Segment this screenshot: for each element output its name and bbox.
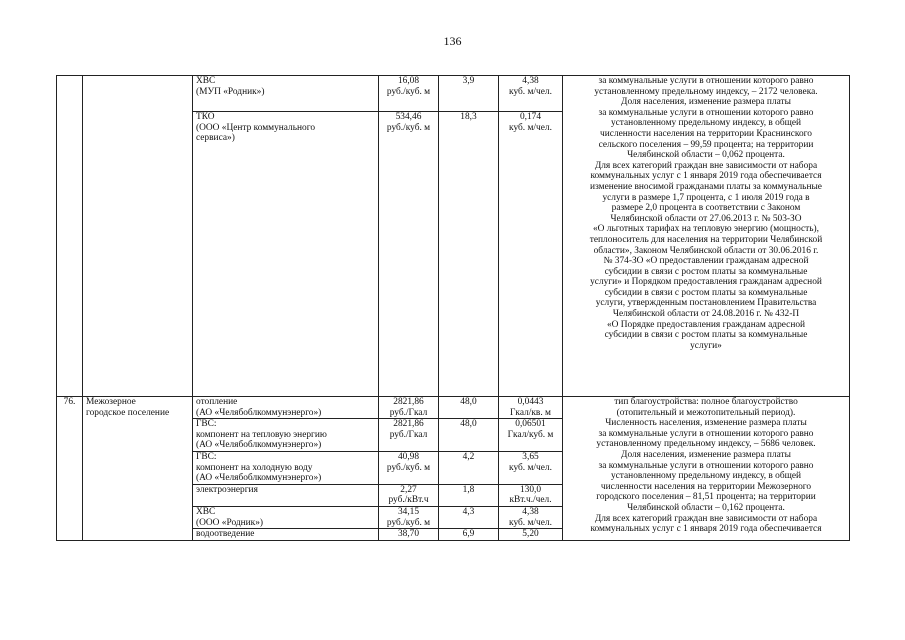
row-number-cell xyxy=(57,76,83,397)
percent-cell: 4,3 xyxy=(439,506,499,528)
percent-cell: 3,9 xyxy=(439,76,499,112)
percent-cell: 48,0 xyxy=(439,397,499,419)
tariff-cell: 38,70 xyxy=(379,529,439,541)
tariff-table xyxy=(56,75,850,541)
service-cell: отопление (АО «Челябоблкоммунэнерго») xyxy=(193,397,379,419)
description-cell: тип благоустройства: полное благоустройство (отопительный и межотопительный период). Численность населения, изменение размера платы за коммунальные услуги в отношении которого равно установленному предельному индексу, – 5686 человек. Доля населения, изменение размера платы за коммунальные услуги в отношении которого равно установленному предельному индексу, в общей численности населения на территории Межозерного городского поселения – 81,51 процента; на территории Челябинской области – 0,162 процента. Для всех категорий граждан вне зависимости от набора коммунальных услуг с 1 января 2019 года обеспечивается xyxy=(563,397,850,541)
service-cell: ГВС: компонент на холодную воду (АО «Челябоблкоммунэнерго») xyxy=(193,451,379,484)
tariff-cell: 2,27 руб./кВт.ч xyxy=(379,484,439,506)
percent-cell: 18,3 xyxy=(439,112,499,397)
percent-cell: 4,2 xyxy=(439,451,499,484)
standard-cell: 0,174 куб. м/чел. xyxy=(499,112,563,397)
tariff-cell: 16,08 руб./куб. м xyxy=(379,76,439,112)
table-row xyxy=(57,397,850,419)
standard-cell: 5,20 xyxy=(499,529,563,541)
row-number-cell: 76. xyxy=(57,397,83,541)
description-cell: за коммунальные услуги в отношении которого равно установленному предельному индексу, – 2172 человека. Доля населения, изменение размера платы за коммунальные услуги в отношении которого равно установленному предельному индексу, в общей численности населения на территории Краснинского сельского поселения – 99,59 процента; на территории Челябинской области – 0,062 процента. Для всех категорий граждан вне зависимости от набора коммунальных услуг с 1 января 2019 года обеспечивается изменение вносимой гражданами платы за коммунальные услуги в размере 1,7 процента, с 1 июля 2019 года в размере 2,0 процента в соответствии с Законом Челябинской области от 27.06.2013 г. № 503-ЗО «О льготных тарифах на тепловую энергию (мощность), теплоноситель для населения на территории Челябинской области», Законом Челябинской области от 30.06.2016 г. № 374-ЗО «О предоставлении гражданам адресной субсидии в связи с ростом платы за коммунальные услуги» и Порядком предоставления гражданам адресной субсидии в связи с ростом платы за коммунальные услуги, утвержденным постановлением Правительства Челябинской области от 24.08.2016 г. № 432-П «О Порядке предоставления гражданам адресной субсидии в связи с ростом платы за коммунальные услуги» xyxy=(563,76,850,397)
table-row xyxy=(57,76,850,112)
tariff-cell: 534,46 руб./куб. м xyxy=(379,112,439,397)
service-cell: ГВС: компонент на тепловую энергию (АО «Челябоблкоммунэнерго») xyxy=(193,419,379,452)
standard-cell: 4,38 куб. м/чел. xyxy=(499,76,563,112)
service-cell: электроэнергия xyxy=(193,484,379,506)
standard-cell: 3,65 куб. м/чел. xyxy=(499,451,563,484)
percent-cell: 1,8 xyxy=(439,484,499,506)
percent-cell: 6,9 xyxy=(439,529,499,541)
tariff-cell: 34,15 руб./куб. м xyxy=(379,506,439,528)
tariff-cell: 2821,86 руб./Гкал xyxy=(379,419,439,452)
service-cell: водоотведение xyxy=(193,529,379,541)
standard-cell: 0,0443 Гкал/кв. м xyxy=(499,397,563,419)
service-cell: ТКО (ООО «Центр коммунального сервиса») xyxy=(193,112,379,397)
standard-cell: 4,38 куб. м/чел. xyxy=(499,506,563,528)
percent-cell: 48,0 xyxy=(439,419,499,452)
standard-cell: 130,0 кВт.ч./чел. xyxy=(499,484,563,506)
municipality-cell: Межозерное городское поселение xyxy=(83,397,193,541)
municipality-cell xyxy=(83,76,193,397)
standard-cell: 0,06501 Гкал/куб. м xyxy=(499,419,563,452)
service-cell: ХВС (МУП «Родник») xyxy=(193,76,379,112)
page-number: 136 xyxy=(443,34,462,48)
service-cell: ХВС (ООО «Родник») xyxy=(193,506,379,528)
tariff-cell: 2821,86 руб./Гкал xyxy=(379,397,439,419)
tariff-cell: 40,98 руб./куб. м xyxy=(379,451,439,484)
